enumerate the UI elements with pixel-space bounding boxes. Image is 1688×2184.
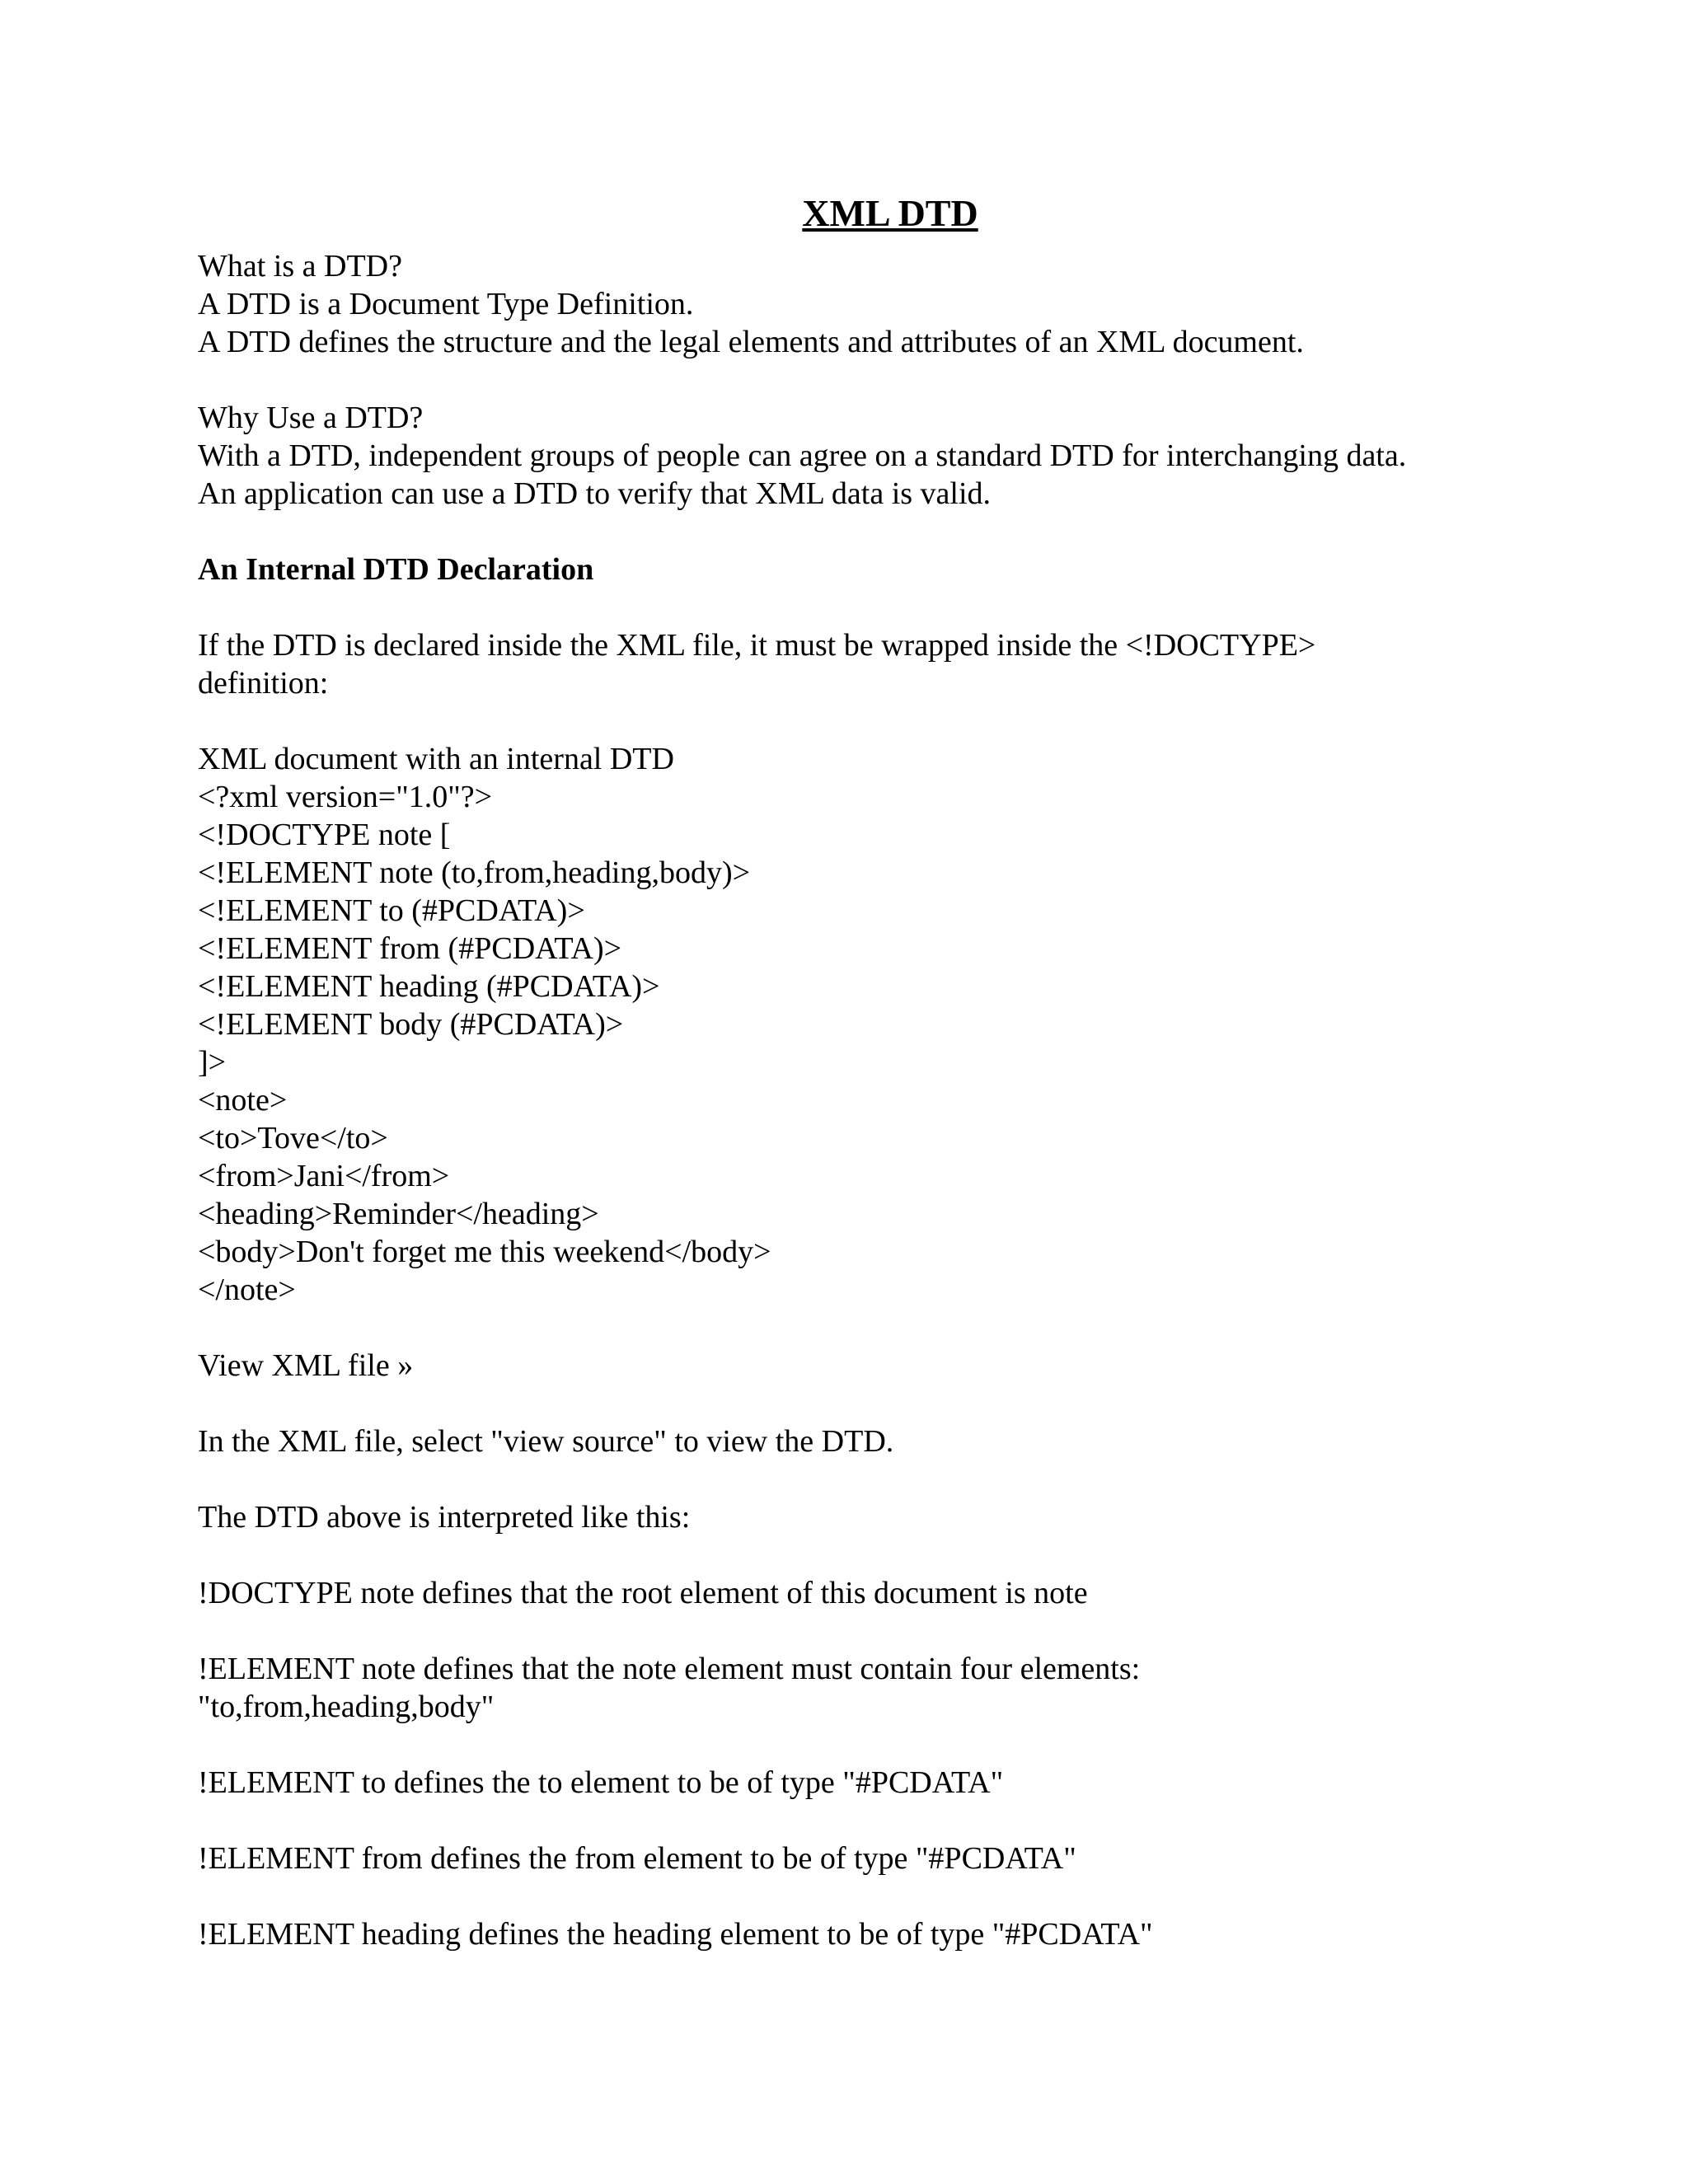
intro-line-2: A DTD defines the structure and the legal elements and attributes of an XML document. <box>198 325 1304 359</box>
code-line: <!DOCTYPE note [ <box>198 818 451 852</box>
explain-heading: !ELEMENT heading defines the heading element to be of type "#PCDATA" <box>198 1917 1153 1952</box>
code-line: <from>Jani</from> <box>198 1159 450 1193</box>
why-line-2: An application can use a DTD to verify that XML data is valid. <box>198 476 992 511</box>
spacer <box>198 361 1599 399</box>
explain-doctype: !DOCTYPE note defines that the root element of this document is note <box>198 1576 1088 1610</box>
internal-paragraph-line-1: If the DTD is declared inside the XML file, it must be wrapped inside the <!DOCTYPE> <box>198 628 1316 663</box>
why-line-1: With a DTD, independent groups of people can agree on a standard DTD for interchanging data. <box>198 438 1407 473</box>
spacer <box>198 702 1599 740</box>
why-question: Why Use a DTD? <box>198 401 424 435</box>
spacer <box>198 513 1599 551</box>
code-line: <!ELEMENT body (#PCDATA)> <box>198 1007 624 1042</box>
document-content <box>198 190 1599 1953</box>
explain-to: !ELEMENT to defines the to element to be of type "#PCDATA" <box>198 1765 1004 1800</box>
example-caption: XML document with an internal DTD <box>198 742 674 776</box>
view-xml-file-link[interactable]: View XML file » <box>198 1348 414 1383</box>
spacer <box>198 588 1599 626</box>
code-line: </note> <box>198 1272 296 1307</box>
spacer <box>198 1802 1599 1840</box>
code-line: <!ELEMENT from (#PCDATA)> <box>198 931 622 966</box>
explain-note-line-1: !ELEMENT note defines that the note element must contain four elements: <box>198 1652 1141 1686</box>
spacer <box>198 1612 1599 1650</box>
code-line: <heading>Reminder</heading> <box>198 1197 599 1231</box>
code-line: <note> <box>198 1083 288 1118</box>
code-line: <to>Tove</to> <box>198 1121 388 1155</box>
explain-note-line-2: "to,from,heading,body" <box>198 1690 495 1724</box>
code-line: <body>Don't forget me this weekend</body> <box>198 1235 771 1269</box>
spacer <box>198 1536 1599 1574</box>
interpreted-text: The DTD above is interpreted like this: <box>198 1500 691 1535</box>
spacer <box>198 1726 1599 1764</box>
internal-paragraph-line-2: definition: <box>198 666 329 701</box>
code-line: <?xml version="1.0"?> <box>198 780 493 814</box>
page-title: XML DTD <box>802 192 978 234</box>
view-source-text: In the XML file, select "view source" to view the DTD. <box>198 1424 894 1459</box>
code-line: ]> <box>198 1045 227 1080</box>
spacer <box>198 1877 1599 1915</box>
spacer <box>198 1385 1599 1422</box>
spacer <box>198 1309 1599 1347</box>
code-line: <!ELEMENT heading (#PCDATA)> <box>198 969 660 1004</box>
intro-line-1: A DTD is a Document Type Definition. <box>198 287 694 321</box>
explain-from: !ELEMENT from defines the from element to be of type "#PCDATA" <box>198 1841 1076 1876</box>
code-block <box>198 778 1599 1309</box>
section-heading-internal-dtd: An Internal DTD Declaration <box>198 552 594 587</box>
code-line: <!ELEMENT note (to,from,heading,body)> <box>198 855 751 890</box>
intro-question: What is a DTD? <box>198 249 402 284</box>
code-line: <!ELEMENT to (#PCDATA)> <box>198 893 585 928</box>
spacer <box>198 1460 1599 1498</box>
